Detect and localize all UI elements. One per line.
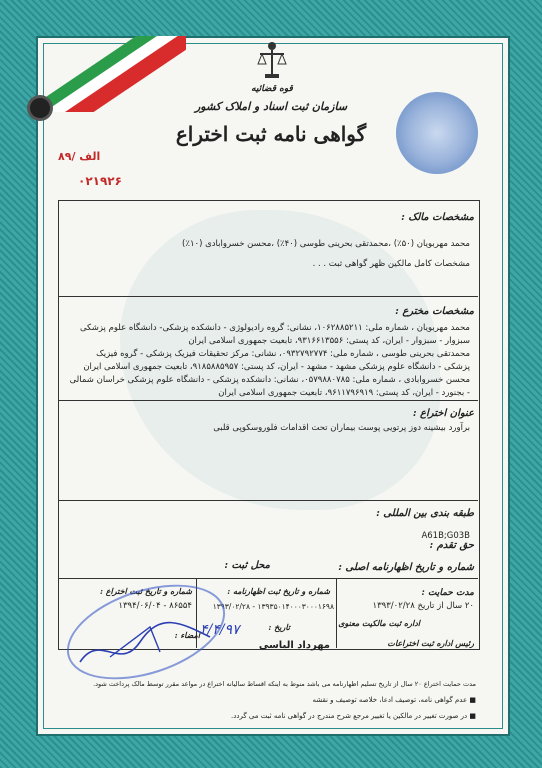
table-header-registration: شماره و تاریخ ثبت اختراع : [100,586,192,596]
owner-value: محمد مهربویان (۵۰٪) ،محمدتقی بحرینی طوسی (۴۰٪) ،محسن خسروابادی (۱۰٪) [182,239,470,249]
invention-title-value: برآورد بیشینه دوز پرتویی پوست بیماران تحت اقدامات فلوروسکوپی قلبی [213,423,470,433]
priority-label: حق تقدم : [429,540,474,551]
handwritten-signature [70,612,220,672]
table-header-application: شماره و تاریخ ثبت اظهارنامه : [227,586,330,596]
bullet-icon: ■ [467,712,476,720]
invention-title-label: عنوان اختراع : [412,408,474,419]
inventor-line: محمد مهربویان ، شماره ملی: ۱۰۶۲۸۸۵۲۱۱، نشانی: گروه رادیولوژی - دانشکده پزشکی- دانشگاه علوم پزشکی [79,323,470,333]
department-label: اداره ثبت مالکیت معنوی [338,618,420,628]
application-number: ۱۳۹۳۵۰۱۴۰۰۰۳۰۰۰۱۶۹۸ - ۱۳۹۳/۰۲/۲۸ [212,602,334,611]
divider [58,578,478,579]
bullet-icon: ■ [467,696,476,704]
judiciary-label: قوه قضائیه [251,84,293,94]
inventor-line: محمدتقی بحرینی طوسی ، شماره ملی: ۰۹۳۲۷۹۲۷۷۴، نشانی: مرکز تحقیقات فیزیک پزشکی - گروه فیزیک [96,349,470,359]
inventor-details [64,322,470,400]
serial-series: الف /۸۹ [58,150,101,163]
date-label: تاریخ : [268,622,290,632]
scales-emblem-icon [256,40,288,80]
divider [58,296,478,297]
inventor-line: سبزوار - سبزوار - ایران، کد پستی: ۹۳۱۶۶۱۳۵۵۶، تابعیت جمهوری اسلامی ایران [188,336,470,346]
signature-label: امضاء : [174,630,200,640]
work-place-label: محل ثبت : [224,560,270,571]
classification-label: طبقه بندی بین المللی : [376,508,474,519]
head-label: رئیس اداره ثبت اختراعات [387,638,474,648]
serial-number: ۰۲۱۹۲۶ [78,174,122,188]
inventor-label: مشخصات مخترع : [395,306,474,317]
classification-value: A61B;G03B [421,531,470,541]
inventor-line: - بجنورد - ایران، کد پستی: ۹۶۱۱۷۹۶۹۱۹، تابعیت جمهوری اسلامی ایران [218,388,470,398]
signatory-name: مهرداد الیاسی [258,640,330,651]
registration-number: ۸۶۵۵۴ - ۱۳۹۴/۰۶/۰۴ [118,601,192,611]
footer-bullet: ■ در صورت تغییر در مالکین یا تغییر مرجع شرح مندرج در گواهی نامه ثبت می گردد. [231,712,476,720]
punch-hole [30,98,50,118]
divider [58,500,478,501]
footer-bullet: ■ عدم گواهی نامه، توصیف ادعا، خلاصه توصیف و نقشه [312,696,476,704]
organization-name: سازمان ثبت اسناد و املاک کشور [194,100,348,113]
owner-note: مشخصات کامل مالکین ظهر گواهی ثبت . . . [312,259,470,269]
table-header-protection: مدت حمایت : [421,588,474,598]
owner-label: مشخصات مالک : [401,212,474,223]
inventor-line: پزشکی - دانشگاه علوم پزشکی مشهد - مشهد - ایران، کد پستی: ۹۱۸۵۸۸۵۹۵۷، تابعیت جمهوری اسلامی ایران [83,362,470,372]
hologram-seal [396,92,478,174]
protection-value: ۲۰ سال از تاریخ ۱۳۹۳/۰۲/۲۸ [372,601,474,611]
handwritten-date: ۴/۴/۹۷ [200,622,240,638]
footer-note: مدت حمایت اختراع ۲۰ سال از تاریخ تسلیم اظهارنامه می باشد منوط به اینکه اقساط سالیانه اختراع در مواعد مقرر توسط مالک پرداخت شود. [93,680,476,688]
iran-flag-ribbon [36,36,186,112]
certificate-title: گواهی نامه ثبت اختراع [175,122,367,146]
application-label: شماره و تاریخ اظهارنامه اصلی : [338,562,474,573]
divider [58,400,478,401]
inventor-line: محسن خسروابادی ، شماره ملی: ۰۵۷۹۸۸۰۷۸۵، نشانی: دانشکده پزشکی - دانشگاه علوم پزشکی خراسان شمالی [69,375,470,385]
